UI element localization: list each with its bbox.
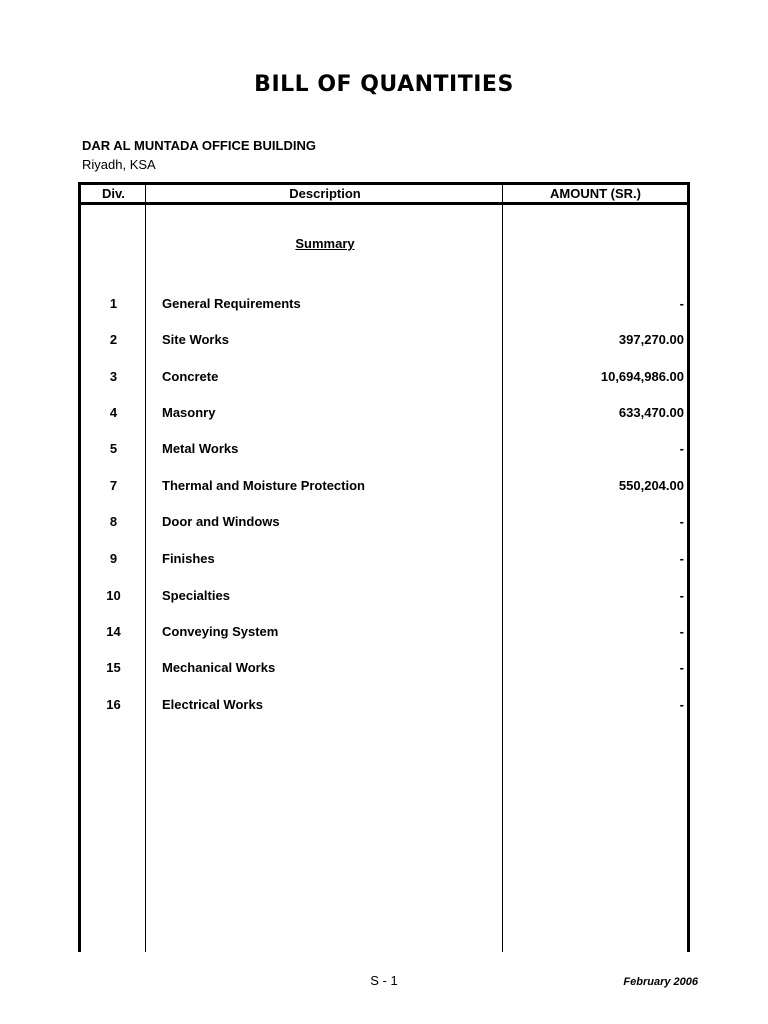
project-name: DAR AL MUNTADA OFFICE BUILDING [82,138,316,153]
amount: - [679,296,684,311]
header-amount: AMOUNT (SR.) [550,186,641,201]
table-row [81,588,687,606]
div-number: 15 [106,660,121,675]
document-date: February 2006 [623,976,698,988]
table-row [81,551,687,569]
div-number: 9 [109,551,118,566]
table-row [81,697,687,715]
amount: 10,694,986.00 [600,369,684,384]
table-row [81,405,687,423]
description: Door and Windows [162,514,280,529]
amount: - [679,551,684,566]
page-number: S - 1 [370,973,398,988]
div-number: 14 [106,624,121,639]
description: Masonry [162,405,216,420]
summary-heading: Summary [295,236,355,251]
amount: 550,204.00 [618,478,684,493]
div-number: 2 [109,332,118,347]
amount: - [679,588,684,603]
table-row [81,296,687,314]
description: Specialties [162,588,230,603]
document-title: BILL OF QUANTITIES [254,72,514,97]
description: General Requirements [162,296,301,311]
amount: 633,470.00 [618,405,684,420]
div-number: 5 [109,441,118,456]
header-description: Description [289,186,361,201]
table-row [81,369,687,387]
div-number: 7 [109,478,118,493]
amount: 397,270.00 [618,332,684,347]
amount: - [679,441,684,456]
description: Metal Works [162,441,239,456]
description: Concrete [162,369,219,384]
description: Thermal and Moisture Protection [162,478,365,493]
amount: - [679,697,684,712]
div-number: 16 [106,697,121,712]
div-number: 8 [109,514,118,529]
description: Mechanical Works [162,660,276,675]
table-row [81,624,687,642]
amount: - [679,624,684,639]
description: Site Works [162,332,229,347]
table-row [81,332,687,350]
project-location: Riyadh, KSA [82,157,156,172]
div-number: 10 [106,588,121,603]
amount: - [679,660,684,675]
div-number: 1 [109,296,118,311]
boq-table [78,182,690,952]
description: Conveying System [162,624,279,639]
div-number: 3 [109,369,118,384]
div-number: 4 [109,405,118,420]
table-row [81,514,687,532]
header-div: Div. [102,186,125,201]
table-row [81,660,687,678]
description: Electrical Works [162,697,263,712]
amount: - [679,514,684,529]
description: Finishes [162,551,215,566]
table-header [81,185,687,205]
table-row [81,478,687,496]
table-row [81,441,687,459]
